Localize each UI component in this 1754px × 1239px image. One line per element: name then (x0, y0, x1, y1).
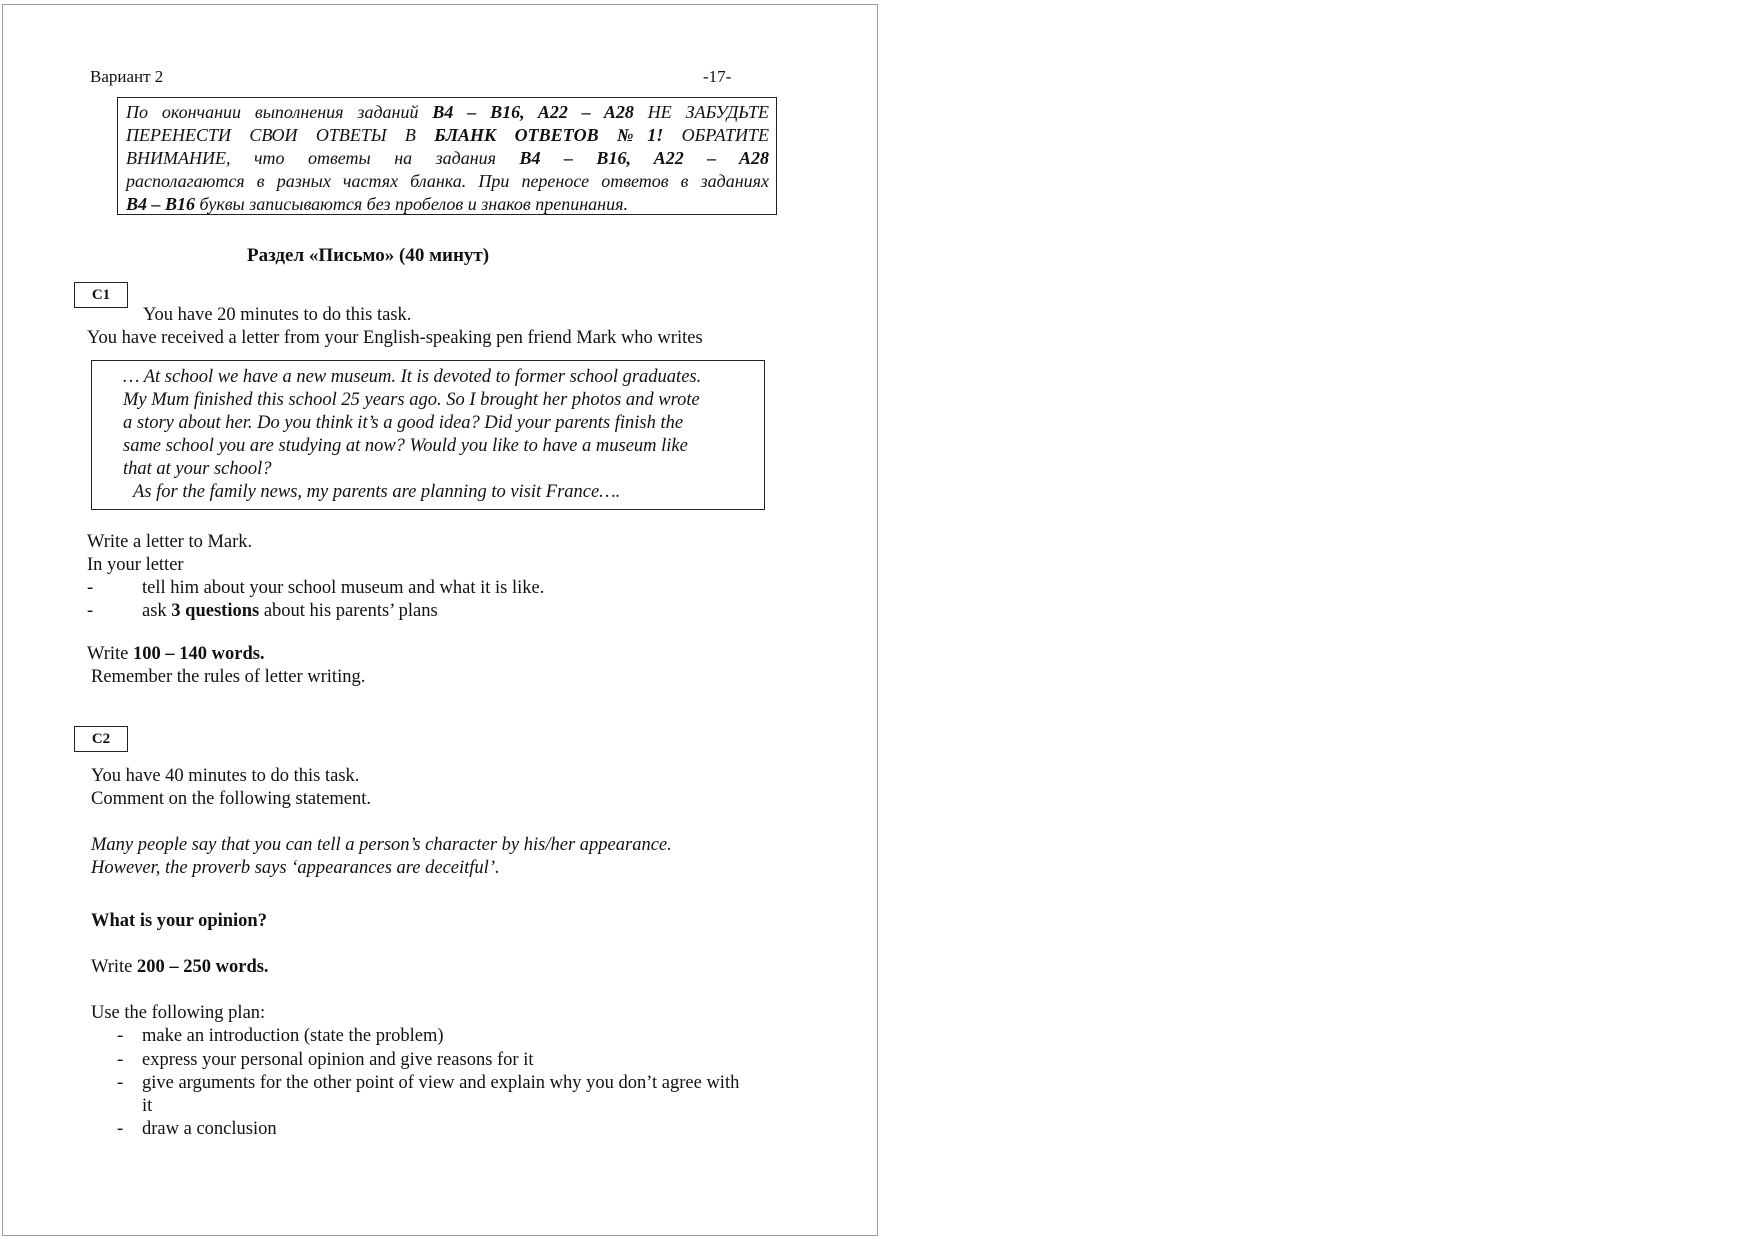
c1-word-count-pre: Write (87, 644, 133, 664)
bullet-dash: - (87, 578, 94, 598)
plan-dash: - (117, 1119, 124, 1139)
plan-dash: - (117, 1073, 124, 1093)
notice-segment: буквы записываются без пробелов и знаков препинания. (195, 194, 628, 214)
c1-bullet-1: tell him about your school museum and what it is like. (142, 578, 545, 598)
document-page (2, 4, 878, 1236)
c1-bullet-2-bold: 3 questions (171, 601, 260, 621)
page-number: -17- (703, 67, 732, 86)
letter-line: same school you are studying at now? Would you like to have a museum like (123, 436, 688, 456)
c1-word-count-bold: 100 – 140 words. (133, 644, 265, 664)
variant-label: Вариант 2 (90, 67, 164, 86)
bullet-dash: - (87, 601, 94, 621)
c1-write-to: Write a letter to Mark. (87, 532, 253, 552)
c1-bullet-2-pre: ask (142, 601, 172, 621)
notice-segment: ПЕРЕНЕСТИ СВОИ ОТВЕТЫ В (126, 125, 435, 145)
c2-comment: Comment on the following statement. (91, 789, 372, 809)
notice-segment: НЕ ЗАБУДЬТЕ (633, 102, 770, 122)
notice-bold-segment: B4 – B16 (126, 194, 196, 214)
c2-statement-line-2: However, the proverb says ‘appearances are deceitful’. (91, 858, 500, 878)
letter-line: My Mum finished this school 25 years ago. So I brought her photos and wrote (123, 390, 700, 410)
section-title: Раздел «Письмо» (40 минут) (247, 245, 490, 266)
task-label-c1 (74, 282, 128, 308)
notice-bold-segment: B4 – B16, A22 – A28 (432, 102, 634, 122)
c2-plan-item: give arguments for the other point of view and explain why you don’t agree with (142, 1073, 740, 1093)
notice-segment: располагаются в разных частях бланка. При переносе ответов в заданиях (126, 171, 769, 191)
c1-time-limit: You have 20 minutes to do this task. (143, 305, 412, 325)
c1-bullet-2-post: about his parents’ plans (259, 601, 438, 621)
notice-segment: По окончании выполнения заданий (126, 102, 433, 122)
c2-statement-line-1: Many people say that you can tell a person’s character by his/her appearance. (91, 835, 672, 855)
c2-plan-intro: Use the following plan: (91, 1003, 266, 1023)
c2-plan-item: express your personal opinion and give reasons for it (142, 1050, 534, 1070)
letter-line: As for the family news, my parents are planning to visit France…. (133, 482, 621, 502)
c1-intro: You have received a letter from your English-speaking pen friend Mark who writes (87, 328, 703, 348)
pen-friend-letter-box (91, 360, 765, 510)
task-label-c2 (74, 726, 128, 752)
letter-line: a story about her. Do you think it’s a good idea? Did your parents finish the (123, 413, 684, 433)
c1-bullet-2 (142, 601, 438, 622)
c1-remember: Remember the rules of letter writing. (91, 667, 366, 687)
c2-word-count-pre: Write (91, 957, 137, 977)
c2-time-limit: You have 40 minutes to do this task. (91, 766, 360, 786)
notice-segment: ОБРАТИТЕ (663, 125, 770, 145)
notice-line (126, 101, 769, 124)
notice-line (126, 193, 769, 216)
c1-word-count (87, 644, 265, 665)
letter-line: that at your school? (123, 459, 272, 479)
c2-plan-item: draw a conclusion (142, 1119, 277, 1139)
c2-plan-item-continuation: it (142, 1096, 153, 1116)
task-label-c1-text: C1 (91, 286, 111, 303)
c2-opinion-question: What is your opinion? (91, 911, 267, 931)
notice-segment: ВНИМАНИЕ, что ответы на задания (126, 148, 520, 168)
notice-bold-segment: B4 – B16, A22 – A28 (519, 148, 770, 168)
letter-line: … At school we have a new museum. It is devoted to former school graduates. (123, 367, 702, 387)
instruction-notice-box (117, 97, 777, 215)
plan-dash: - (117, 1050, 124, 1070)
c1-in-your-letter: In your letter (87, 555, 184, 575)
task-label-c2-text: C2 (91, 730, 111, 747)
notice-line (126, 170, 769, 193)
plan-dash: - (117, 1026, 124, 1046)
c2-word-count (91, 957, 269, 978)
c2-plan-item: make an introduction (state the problem) (142, 1026, 444, 1046)
notice-line (126, 147, 769, 170)
c2-word-count-bold: 200 – 250 words. (137, 957, 269, 977)
notice-bold-segment: БЛАНК ОТВЕТОВ №1! (434, 125, 664, 145)
notice-line (126, 124, 769, 147)
